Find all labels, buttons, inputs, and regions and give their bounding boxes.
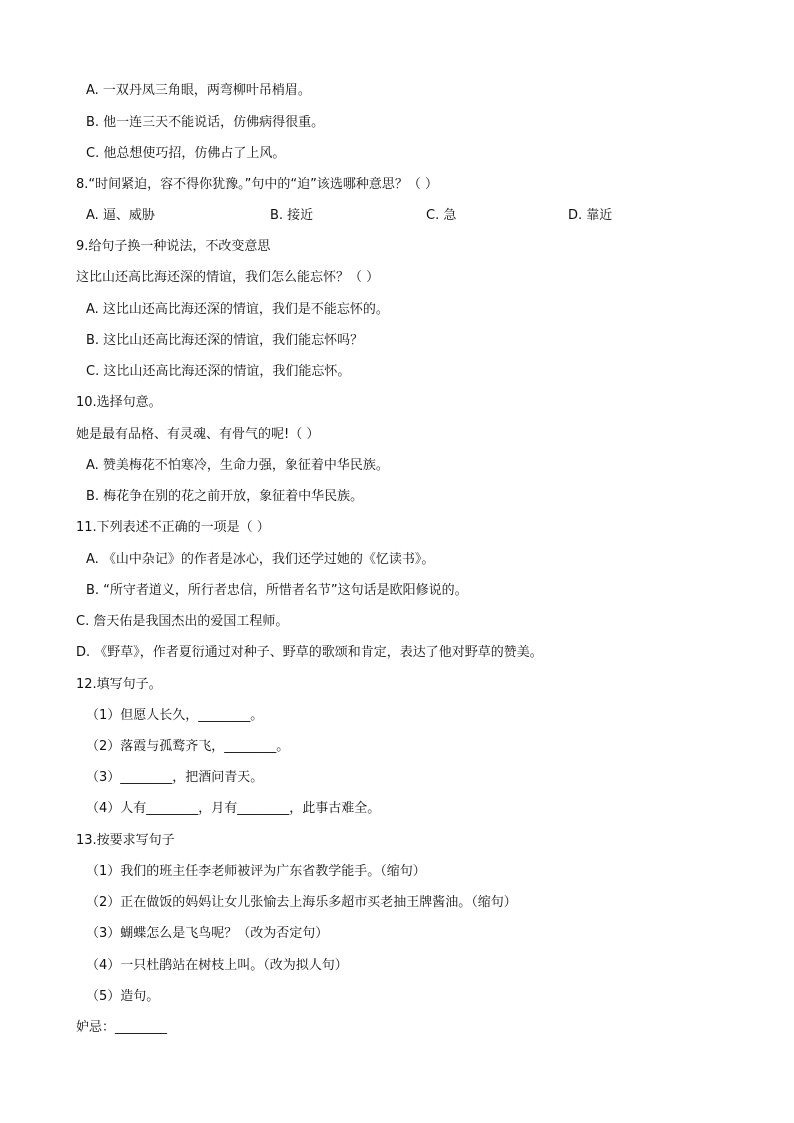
q12-item-4: （4）人有________，月有________，此事古难全。 xyxy=(86,801,381,816)
q8-option-a: A. 逼、威胁 xyxy=(86,208,155,223)
q13-item-4: （4）一只杜鹃站在树枝上叫。（改为拟人句） xyxy=(86,958,348,973)
q9-option-a: A. 这比山还高比海还深的情谊，我们是不能忘怀的。 xyxy=(86,302,389,317)
q7-option-c: C. 他总想使巧招，仿佛占了上风。 xyxy=(86,146,286,161)
q9-sentence: 这比山还高比海还深的情谊，我们怎么能忘怀？（ ） xyxy=(76,270,380,285)
q7-option-a: A. 一双丹凤三角眼，两弯柳叶吊梢眉。 xyxy=(86,83,311,98)
q9-stem: 9.给句子换一种说法，不改变意思 xyxy=(76,239,271,254)
q12-item-2: （2）落霞与孤鹜齐飞，________。 xyxy=(86,739,290,754)
q13-item-5: （5）造句。 xyxy=(86,989,160,1004)
q11-stem: 11.下列表述不正确的一项是（ ） xyxy=(76,520,270,535)
q11-option-a: A. 《山中杂记》的作者是冰心，我们还学过她的《忆读书》。 xyxy=(86,552,435,567)
q8-option-b: B. 接近 xyxy=(270,208,314,223)
q13-item-1: （1）我们的班主任李老师被评为广东省教学能手。（缩句） xyxy=(86,864,426,879)
q11-option-b: B. “所守者道义，所行者忠信，所惜者名节”这句话是欧阳修说的。 xyxy=(86,583,468,598)
q10-option-a: A. 赞美梅花不怕寒冷，生命力强，象征着中华民族。 xyxy=(86,458,389,473)
q8-option-d: D. 靠近 xyxy=(568,208,613,223)
q12-item-3: （3）________，把酒问青天。 xyxy=(86,770,264,785)
q9-option-c: C. 这比山还高比海还深的情谊，我们能忘怀。 xyxy=(86,364,351,379)
q8-option-c: C. 急 xyxy=(426,208,457,223)
q13-item-2: （2）正在做饭的妈妈让女儿张愉去上海乐多超市买老抽王牌酱油。（缩句） xyxy=(86,895,517,910)
q12-item-1: （1）但愿人长久，________。 xyxy=(86,708,264,723)
q13-stem: 13.按要求写句子 xyxy=(76,833,175,848)
q8-stem: 8.“时间紧迫，容不得你犹豫。”句中的“迫”该选哪种意思？（ ） xyxy=(76,177,438,192)
q10-stem: 10.选择句意。 xyxy=(76,395,162,410)
q10-sentence: 她是最有品格、有灵魂、有骨气的呢!（ ） xyxy=(76,427,320,442)
q13-item-3: （3）蝴蝶怎么是飞鸟呢？（改为否定句） xyxy=(86,926,329,941)
q7-option-b: B. 他一连三天不能说话，仿佛病得很重。 xyxy=(86,115,325,130)
q10-option-b: B. 梅花争在别的花之前开放，象征着中华民族。 xyxy=(86,489,364,504)
q12-stem: 12.填写句子。 xyxy=(76,677,162,692)
q13-last-line: 妒忌：________ xyxy=(76,1020,168,1035)
q11-option-d: D. 《野草》，作者夏衍通过对种子、野草的歌颂和肯定，表达了他对野草的赞美。 xyxy=(76,645,543,660)
q11-option-c: C. 詹天佑是我国杰出的爱国工程师。 xyxy=(76,614,289,629)
q9-option-b: B. 这比山还高比海还深的情谊，我们能忘怀吗？ xyxy=(86,333,364,348)
